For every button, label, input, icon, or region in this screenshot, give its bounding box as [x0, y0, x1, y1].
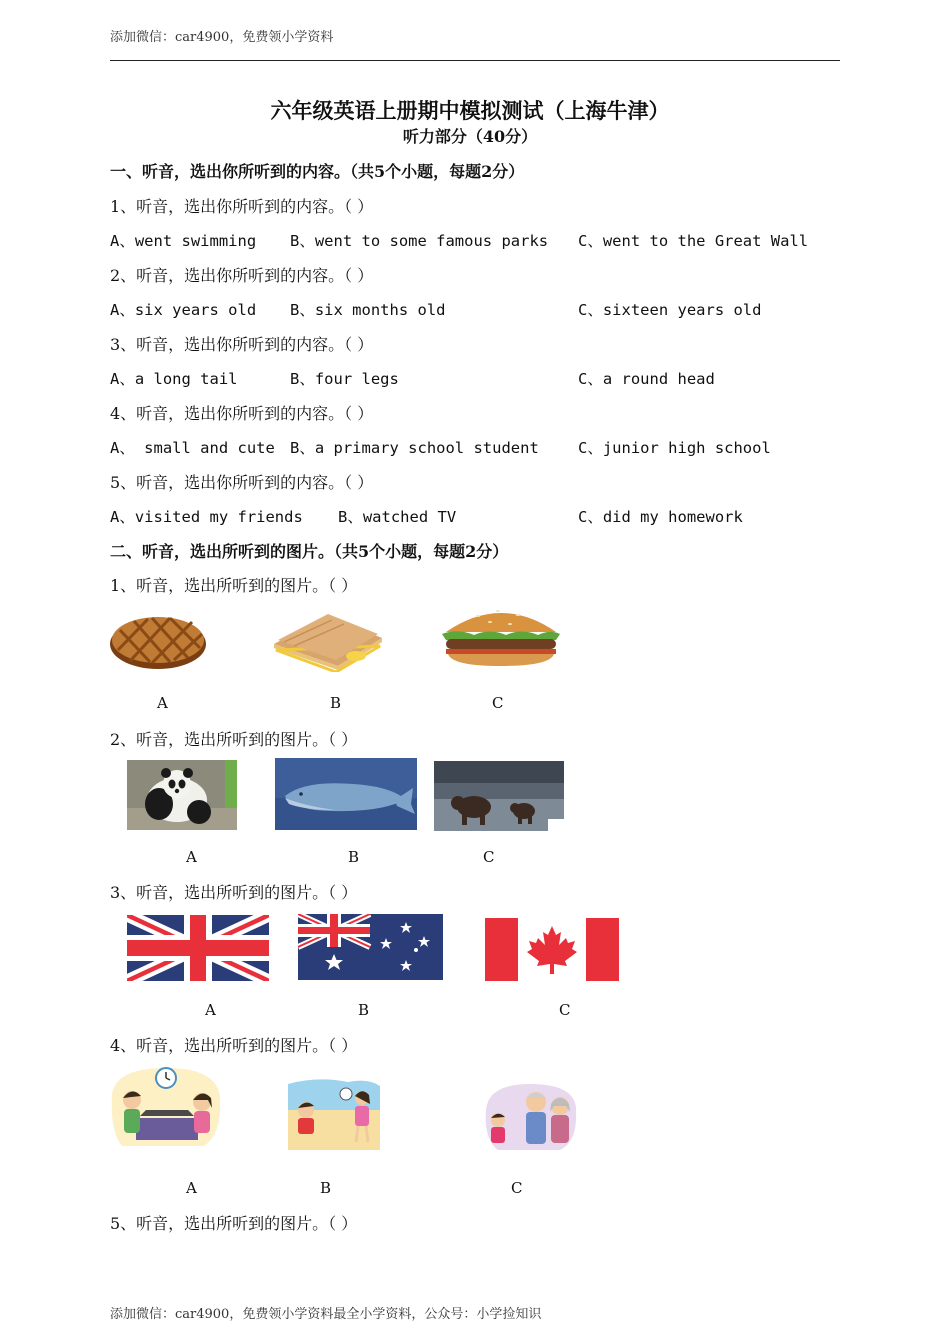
p1-q3-option-a: A、a long tail [110, 370, 238, 388]
p1-q2-prompt: 2、听音，选出你所听到的内容。（ ） [110, 266, 374, 285]
p2-q4-prompt: 4、听音，选出所听到的图片。（ ） [110, 1036, 358, 1055]
whale-image [275, 758, 417, 830]
p2-q1-label-b: B [330, 694, 342, 712]
pie-image [108, 606, 208, 672]
p2-q4-label-a: A [186, 1179, 197, 1197]
p1-q1-option-b: B、went to some famous parks [290, 232, 549, 250]
p2-q3-label-a: A [205, 1001, 216, 1019]
p2-q4-label-c: C [511, 1179, 523, 1197]
p1-q2-option-b: B、six months old [290, 301, 446, 319]
part2-heading: 二、听音，选出所听到的图片。（共5个小题，每题2分） [110, 542, 509, 561]
p1-q4-prompt: 4、听音，选出你所听到的内容。（ ） [110, 404, 374, 423]
p2-q2-label-c: C [483, 848, 495, 866]
page-title: 六年级英语上册期中模拟测试（上海牛津） [270, 98, 670, 123]
p2-q1-label-a: A [157, 694, 168, 712]
playing-chess-image [108, 1064, 224, 1152]
part1-heading: 一、听音，选出你所听到的内容。（共5个小题，每题2分） [110, 162, 525, 181]
p2-q5-prompt: 5、听音，选出所听到的图片。（ ） [110, 1214, 358, 1233]
p1-q5-prompt: 5、听音，选出你所听到的内容。（ ） [110, 473, 374, 492]
p1-q2-option-a: A、six years old [110, 301, 257, 319]
bears-image [434, 761, 564, 831]
header-divider [110, 60, 840, 61]
p2-q2-label-b: B [348, 848, 360, 866]
p1-q1-option-c: C、went to the Great Wall [578, 232, 809, 250]
p1-q1-option-a: A、went swimming [110, 232, 257, 250]
australia-flag-image [298, 914, 443, 980]
p1-q2-option-c: C、sixteen years old [578, 301, 762, 319]
p2-q1-label-c: C [492, 694, 504, 712]
uk-flag-image [127, 915, 269, 981]
p1-q5-option-b: B、watched TV [338, 508, 457, 526]
sandwich-image [268, 610, 388, 672]
p2-q2-prompt: 2、听音，选出所听到的图片。（ ） [110, 730, 358, 749]
p1-q5-option-a: A、visited my friends [110, 508, 303, 526]
p2-q1-prompt: 1、听音，选出所听到的图片。（ ） [110, 576, 358, 595]
grandparents-image [480, 1080, 580, 1152]
footer-note: 添加微信：car4900，免费领小学资料最全小学资料，公众号：小学捡知识 [110, 1307, 542, 1322]
p2-q3-label-b: B [358, 1001, 370, 1019]
header-note: 添加微信：car4900，免费领小学资料 [110, 30, 334, 45]
hamburger-image [438, 602, 564, 668]
canada-flag-image [485, 918, 619, 981]
p1-q5-option-c: C、did my homework [578, 508, 743, 526]
p1-q1-prompt: 1、听音，选出你所听到的内容。（ ） [110, 197, 374, 216]
beach-volleyball-image [288, 1076, 380, 1150]
p2-q3-prompt: 3、听音，选出所听到的图片。（ ） [110, 883, 358, 902]
page-subtitle: 听力部分（40分） [402, 127, 538, 146]
p1-q3-option-c: C、a round head [578, 370, 715, 388]
p1-q4-option-c: C、junior high school [578, 439, 771, 457]
panda-image [127, 760, 237, 830]
p1-q3-option-b: B、four legs [290, 370, 399, 388]
p2-q4-label-b: B [320, 1179, 332, 1197]
p1-q3-prompt: 3、听音，选出你所听到的内容。（ ） [110, 335, 374, 354]
p2-q2-label-a: A [186, 848, 197, 866]
p2-q3-label-c: C [559, 1001, 571, 1019]
p1-q4-option-b: B、a primary school student [290, 439, 539, 457]
p1-q4-option-a: A、 small and cute [110, 439, 275, 457]
